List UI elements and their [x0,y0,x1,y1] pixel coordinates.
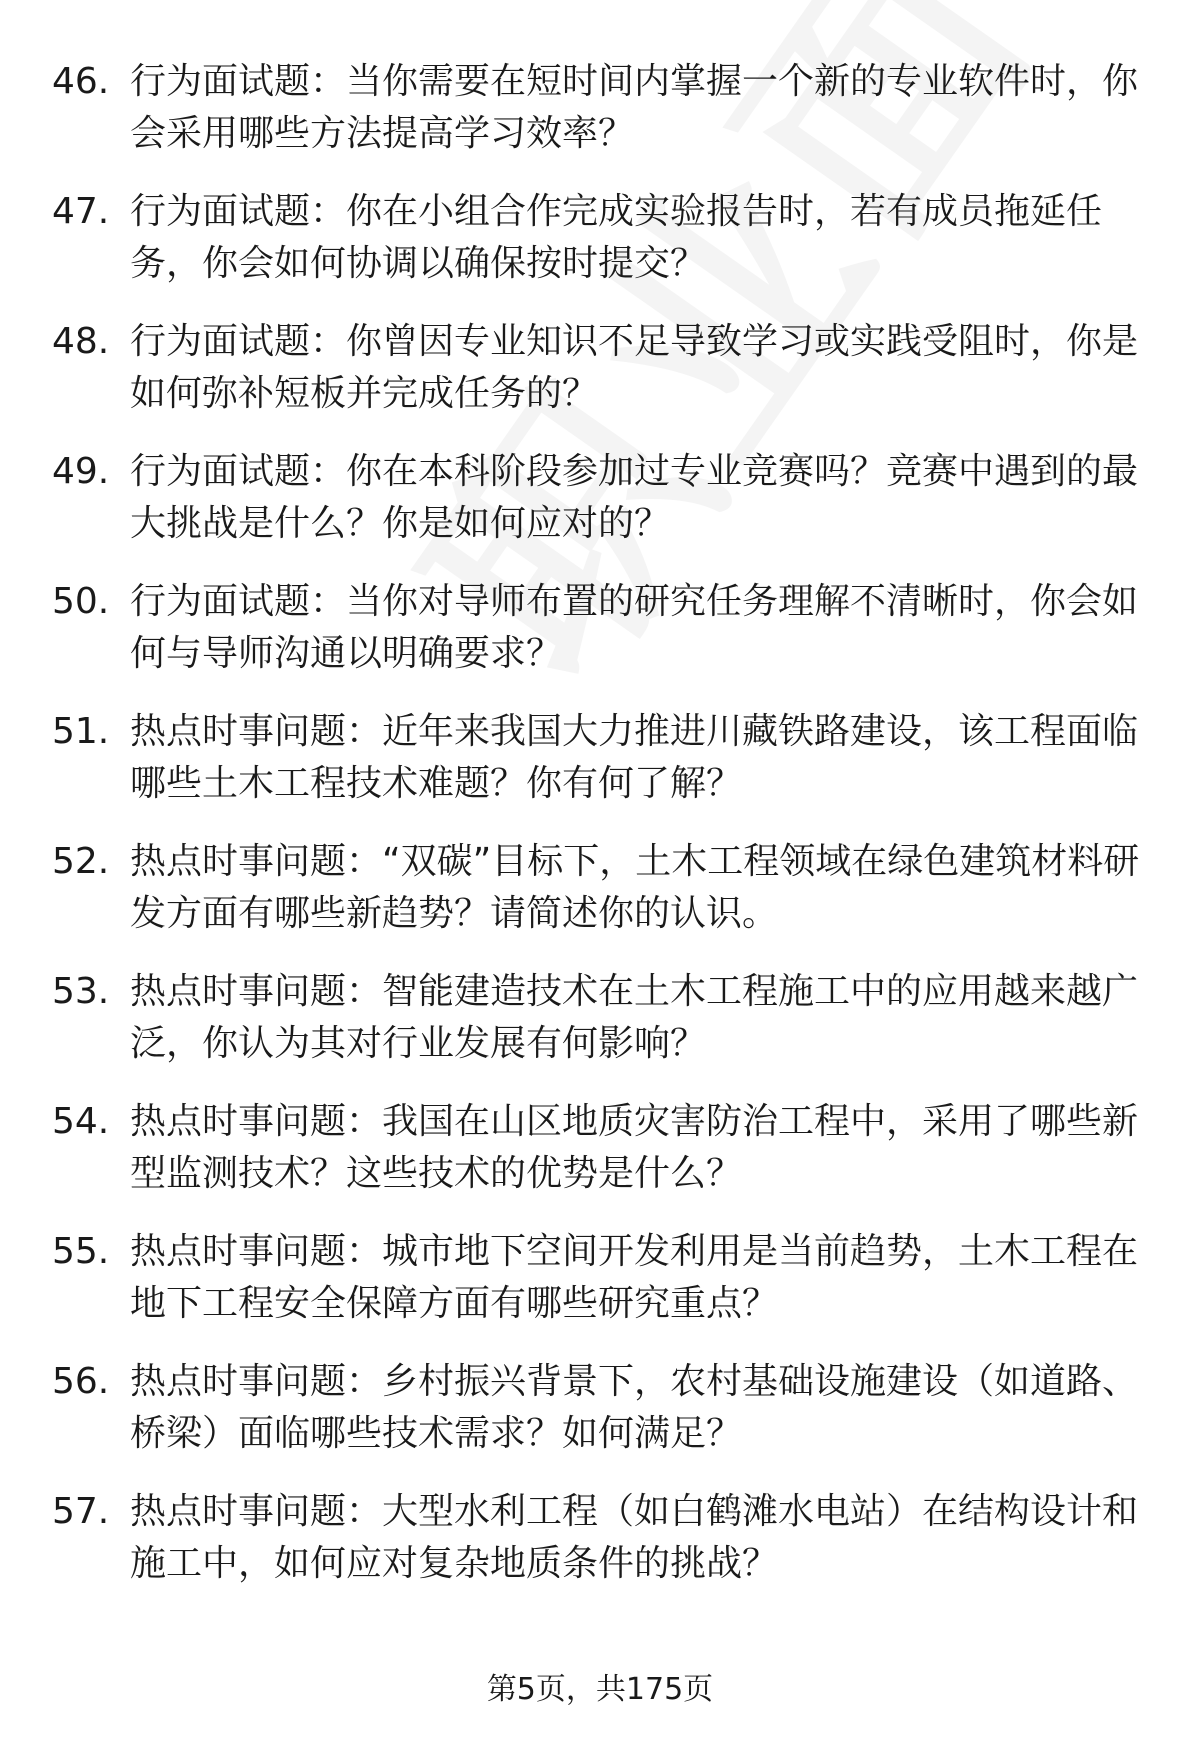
list-item [0,706,1200,836]
question-number: 55. [52,1231,110,1272]
question-text: 热点时事问题：大型水利工程（如白鹤滩水电站）在结构设计和施工中，如何应对复杂地质条件的挑战？ [130,1491,1139,1584]
question-text: 热点时事问题：城市地下空间开发利用是当前趋势，土木工程在地下工程安全保障方面有哪些研究重点？ [130,1231,1139,1324]
list-item [0,1096,1200,1226]
question-list [0,56,1200,1616]
question-number: 46. [52,61,110,102]
question-number: 47. [52,191,110,232]
question-number: 57. [52,1491,110,1532]
list-item [0,56,1200,186]
question-number: 56. [52,1361,110,1402]
question-text: 热点时事问题：乡村振兴背景下，农村基础设施建设（如道路、桥梁）面临哪些技术需求？如何满足？ [130,1361,1139,1454]
list-item [0,576,1200,706]
question-text: 行为面试题：你在本科阶段参加过专业竞赛吗？竞赛中遇到的最大挑战是什么？你是如何应对的？ [130,451,1139,544]
question-text: 行为面试题：当你需要在短时间内掌握一个新的专业软件时，你会采用哪些方法提高学习效率？ [130,61,1139,154]
list-item [0,446,1200,576]
question-text: 行为面试题：当你对导师布置的研究任务理解不清晰时，你会如何与导师沟通以明确要求？ [130,581,1139,674]
list-item [0,1486,1200,1616]
list-item [0,1226,1200,1356]
question-text: 行为面试题：你曾因专业知识不足导致学习或实践受阻时，你是如何弥补短板并完成任务的？ [130,321,1139,414]
list-item [0,316,1200,446]
list-item [0,966,1200,1096]
question-number: 50. [52,581,110,622]
question-text: 热点时事问题：我国在山区地质灾害防治工程中，采用了哪些新型监测技术？这些技术的优势是什么？ [130,1101,1139,1194]
question-number: 53. [52,971,110,1012]
list-item [0,186,1200,316]
question-number: 52. [52,841,110,882]
question-number: 54. [52,1101,110,1142]
question-number: 48. [52,321,110,362]
page-number: 第5页，共175页 [486,1672,714,1707]
question-text: 热点时事问题：近年来我国大力推进川藏铁路建设，该工程面临哪些土木工程技术难题？你有何了解？ [130,711,1139,804]
question-text: 热点时事问题：“双碳”目标下，土木工程领域在绿色建筑材料研发方面有哪些新趋势？请简述你的认识。 [130,841,1140,934]
question-text: 行为面试题：你在小组合作完成实验报告时，若有成员拖延任务，你会如何协调以确保按时提交？ [130,191,1103,284]
list-item [0,836,1200,966]
list-item [0,1356,1200,1486]
question-number: 49. [52,451,110,492]
question-text: 热点时事问题：智能建造技术在土木工程施工中的应用越来越广泛，你认为其对行业发展有何影响？ [130,971,1139,1064]
question-number: 51. [52,711,110,752]
